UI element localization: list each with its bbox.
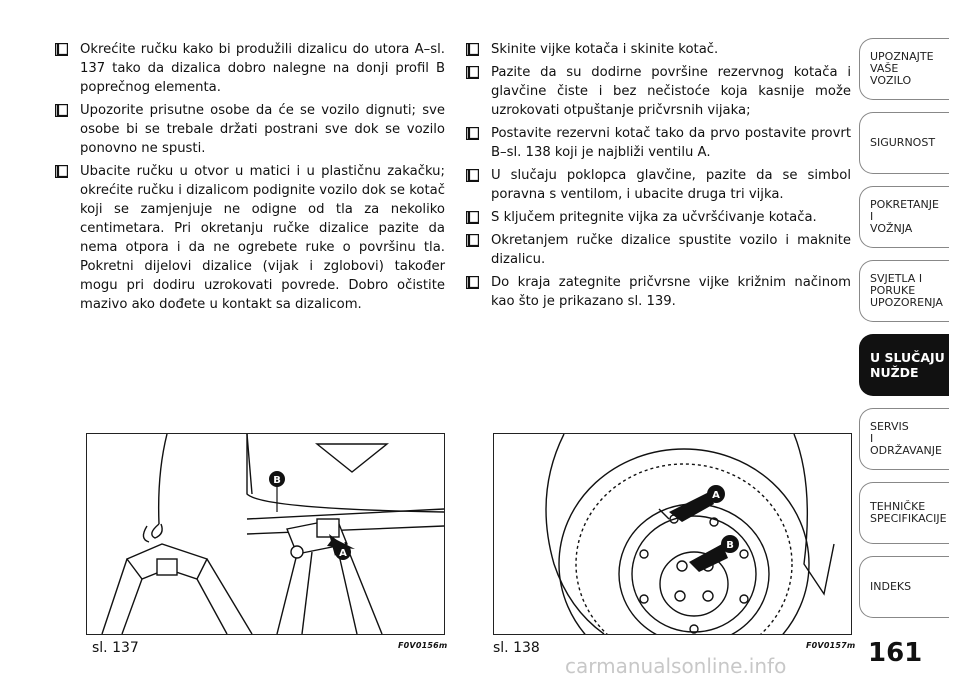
- chapter-tabs: [859, 38, 955, 630]
- checkbox-icon: [466, 211, 479, 224]
- list-item: [463, 63, 851, 120]
- label-a: A: [339, 548, 347, 559]
- checkbox-icon: [466, 234, 479, 247]
- list-item-text: Okretanjem ručke dizalice spustite vozilo i maknite dizalicu.: [491, 233, 851, 267]
- checkbox-icon: [466, 43, 479, 56]
- label-b: B: [726, 540, 734, 551]
- checkbox-icon: [55, 104, 68, 117]
- figure-code: F0V0157m: [806, 641, 856, 650]
- wheel-illustration: [494, 434, 851, 634]
- right-column: [463, 40, 851, 315]
- tab-indeks[interactable]: INDEKS: [859, 556, 949, 618]
- list-item: [463, 124, 851, 162]
- left-column: [52, 40, 445, 318]
- tab-svjetla-poruke-upozorenja[interactable]: SVJETLA I PORUKE UPOZORENJA: [859, 260, 949, 322]
- figure-caption: sl. 137: [92, 640, 139, 656]
- figure-code: F0V0156m: [398, 641, 448, 650]
- figure-caption: sl. 138: [493, 640, 540, 656]
- figure-wheel: [493, 433, 852, 635]
- list-item-text: Ubacite ručku u otvor u matici i u plastičnu zakačku; okrećite ručku i dizalicom podignite vozilo dok se kotač koji se zamjenjuje ne odigne od tla za nekoliko centimetara. Pri okretanju ručke dizalice pazite da nema otpora i da ne ogrebete ruke o površinu tla. Pokretni dijelovi dizalice (vijak i zglobovi) također mogu pri dodiru uzrokovati povrede. Dobro očistite mazivo ako dođete u kontakt sa dizalicom.: [80, 164, 445, 312]
- watermark: carmanualsonline.info: [565, 654, 787, 678]
- list-item-text: Do kraja zategnite pričvrsne vijke križnim načinom kao što je prikazano sl. 139.: [491, 275, 851, 309]
- list-item-text: Skinite vijke kotača i skinite kotač.: [491, 42, 719, 57]
- list-item: [463, 273, 851, 311]
- tab-servis-i-odrzavanje[interactable]: SERVIS I ODRŽAVANJE: [859, 408, 949, 470]
- checkbox-icon: [466, 276, 479, 289]
- figure-jack: [86, 433, 445, 635]
- list-item-text: Upozorite prisutne osobe da će se vozilo dignuti; sve osobe bi se trebale držati postrani sve dok se vozilo ponovno ne spusti.: [80, 103, 445, 156]
- list-item: [463, 231, 851, 269]
- list-item-text: S ključem pritegnite vijka za učvršćivanje kotača.: [491, 210, 817, 225]
- checkbox-icon: [466, 127, 479, 140]
- list-item: [463, 208, 851, 227]
- label-a: A: [712, 490, 720, 501]
- checkbox-icon: [55, 165, 68, 178]
- checkbox-icon: [466, 169, 479, 182]
- checkbox-icon: [466, 66, 479, 79]
- tab-pokretanje-i-voznja[interactable]: POKRETANJE I VOŽNJA: [859, 186, 949, 248]
- list-item-text: Postavite rezervni kotač tako da prvo postavite provrt B–sl. 138 koji je najbliži ventilu A.: [491, 126, 851, 160]
- list-item: [463, 166, 851, 204]
- jack-illustration: [87, 434, 444, 634]
- list-item-text: Okrećite ručku kako bi produžili dizalicu do utora A–sl. 137 tako da dizalica dobro nalegne na donji profil B poprečnog elementa.: [80, 42, 445, 95]
- list-item-text: Pazite da su dodirne površine rezervnog kotača i glavčine čiste i bez nečistoće koja kasnije može uzrokovati otpuštanje pričvrsnih vijaka;: [491, 65, 851, 118]
- tab-tehnicke-specifikacije[interactable]: TEHNIČKE SPECIFIKACIJE: [859, 482, 949, 544]
- list-item: [52, 101, 445, 158]
- tab-u-slucaju-nuzde[interactable]: U SLUČAJU NUŽDE: [859, 334, 949, 396]
- list-item: [463, 40, 851, 59]
- tab-sigurnost[interactable]: SIGURNOST: [859, 112, 949, 174]
- label-b: B: [273, 475, 281, 486]
- list-item: [52, 162, 445, 314]
- list-item-text: U slučaju poklopca glavčine, pazite da se simbol poravna s ventilom, i ubacite druga tri vijka.: [491, 168, 851, 202]
- tab-upoznajte-vase-vozilo[interactable]: UPOZNAJTE VAŠE VOZILO: [859, 38, 949, 100]
- page-number: 161: [868, 638, 923, 668]
- checkbox-icon: [55, 43, 68, 56]
- list-item: [52, 40, 445, 97]
